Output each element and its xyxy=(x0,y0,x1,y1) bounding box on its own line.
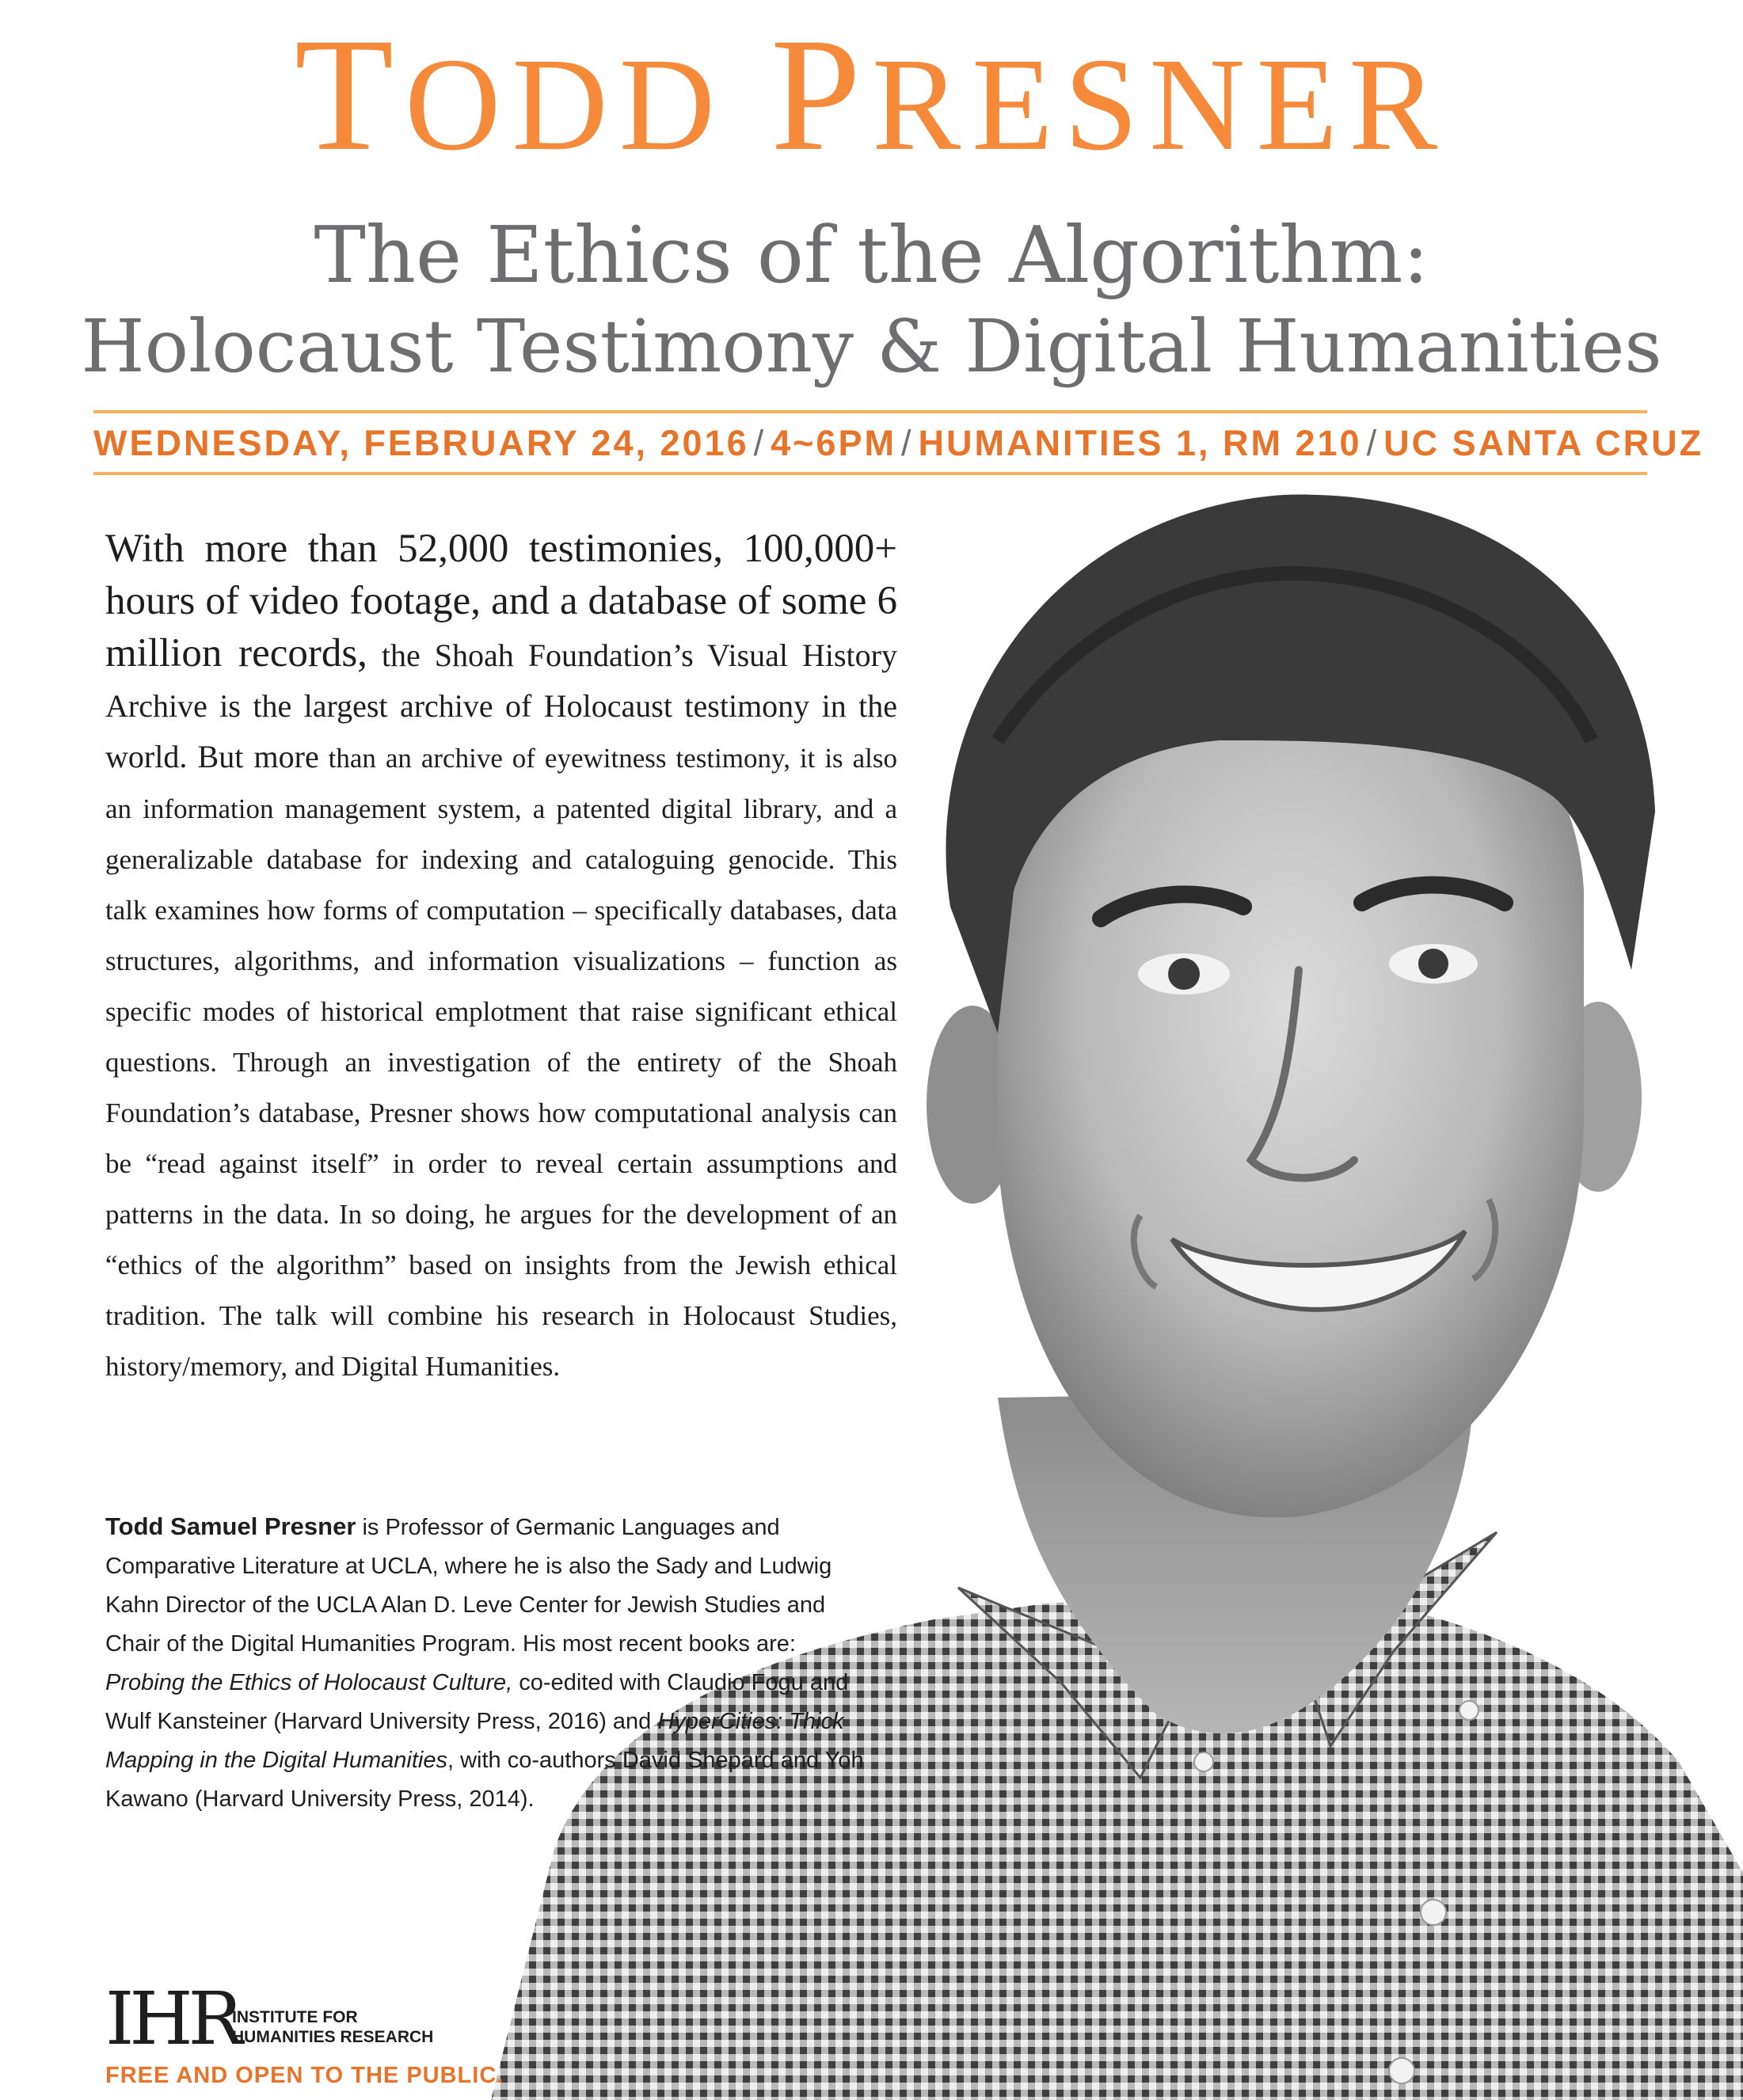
event-location: HUMANITIES 1, RM 210 xyxy=(918,423,1362,463)
divider-top xyxy=(93,410,1647,413)
divider-bottom xyxy=(93,472,1647,475)
talk-title-line1: The Ethics of the Algorithm: xyxy=(314,211,1429,301)
abstract xyxy=(105,523,897,1392)
bio-text: , with co-authors David Shepard and Yoh Kawano (Harvard University Press, 2014). xyxy=(105,1748,864,1812)
bio-book2: HyperCities: Thick Mapping in the Digital Humanities xyxy=(105,1709,844,1773)
event-time: 4~6PM xyxy=(771,423,896,463)
event-campus: UC SANTA CRUZ xyxy=(1383,423,1704,463)
name-last-rest: RESNER xyxy=(872,31,1449,178)
bio-book1: Probing the Ethics of Holocaust Culture, xyxy=(105,1670,513,1695)
event-details xyxy=(93,420,1704,467)
speaker-name xyxy=(0,5,1743,185)
name-initial-t: T xyxy=(294,5,405,185)
talk-title-line2: Holocaust Testimony & Digital Humanities xyxy=(81,304,1662,389)
ihr-logo xyxy=(105,1976,454,2061)
event-date: WEDNESDAY, FEBRUARY 24, 2016 xyxy=(93,423,749,463)
name-initial-p: P xyxy=(771,5,873,185)
bio-name: Todd Samuel Presner xyxy=(105,1512,356,1540)
speaker-bio xyxy=(105,1507,866,1819)
separator: / xyxy=(753,423,767,463)
ihr-logo-text xyxy=(232,2007,470,2047)
ihr-logo-mark: IHR xyxy=(105,1976,238,2061)
public-notice: FREE AND OPEN TO THE PUBLIC. xyxy=(105,2063,504,2088)
abstract-lead: With more than 52,000 testimonies, 100,000+ hours of video footage, and a database of some 6 million records, xyxy=(105,527,897,675)
bio-text: is Professor of Germanic Languages and Comparative Literature at UCLA, where he is also the Sady and Ludwig Kahn Director of the UCLA Alan D. Leve Center for Jewish Studies and Chair of the Digital Humanities Program. His most recent books are: xyxy=(105,1515,832,1657)
logo-line2: HUMANITIES RESEARCH xyxy=(232,2028,434,2046)
abstract-rest: than an archive of eyewitness testimony, it is also an information management system, a patented digital library, and a generalizable database for indexing and cataloguing genocide. This talk examines how forms of computation – specifically databases, data structures, algorithms, and information visualizations – function as specific modes of historical emplotment that raise significant ethical questions. Through an investigation of the entirety of the Shoah Foundation’s database, Presner shows how computational analysis can be “read against itself” in order to reveal certain assumptions and patterns in the data. In so doing, he argues for the development of an “ethics of the algorithm” based on insights from the Jewish ethical tradition. The talk will combine his research in Holocaust Studies, history/memory, and Digital Humanities. xyxy=(105,743,897,1382)
logo-line1: INSTITUTE FOR xyxy=(232,2008,358,2026)
separator: / xyxy=(900,423,914,463)
abstract-mid: the Shoah Foundation’s Visual History Archive is the largest archive of Holocaust testimony in the world. But more xyxy=(105,637,897,774)
separator: / xyxy=(1366,423,1380,463)
name-first-rest: ODD xyxy=(405,31,727,178)
bio-text: co-edited with Claudio Fogu and Wulf Kansteiner (Harvard University Press, 2016) and xyxy=(105,1670,849,1734)
